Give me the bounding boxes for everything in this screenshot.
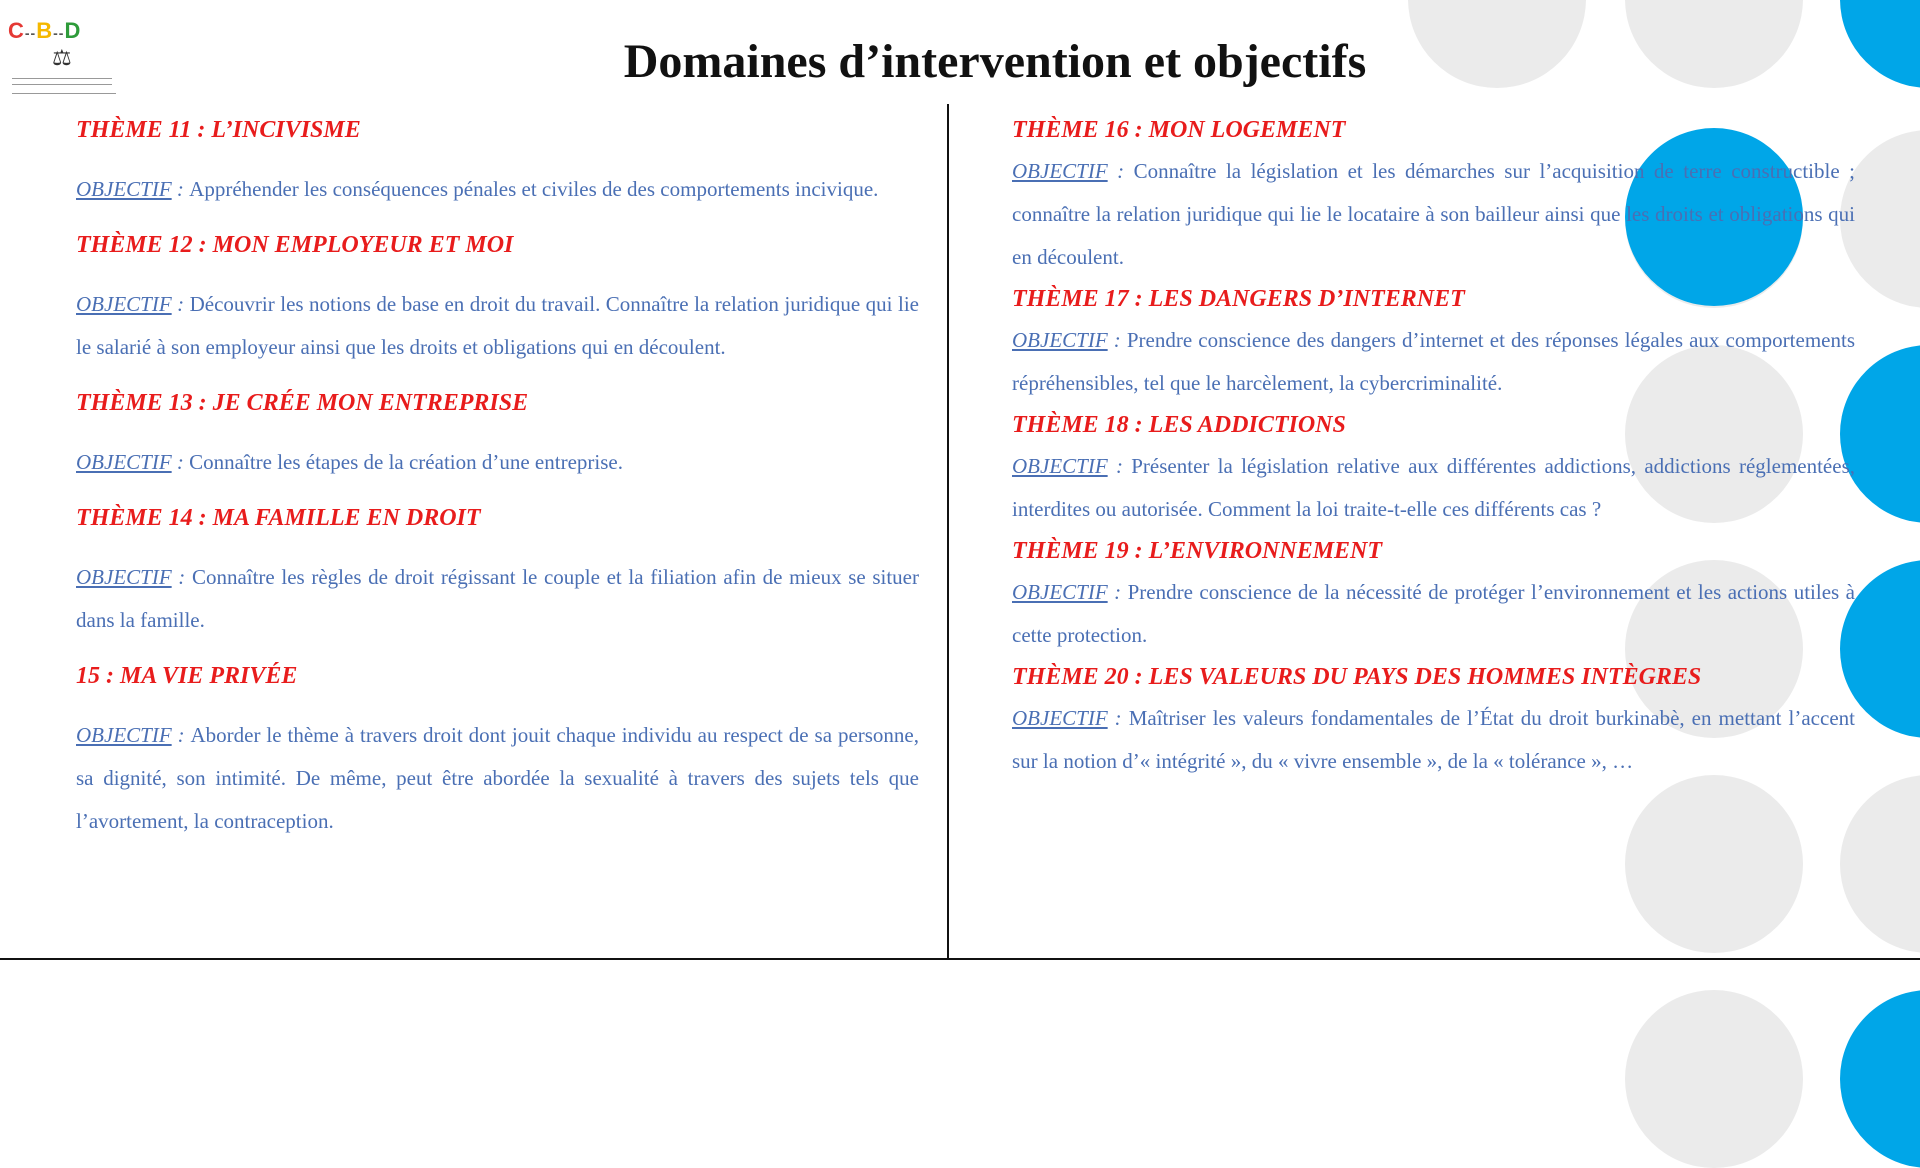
objective-body: Prendre conscience de la nécessité de protéger l’environnement et les actions utiles à cette protection. [1012,580,1855,647]
objective-text: OBJECTIF : Présenter la législation relative aux différentes addictions, addictions réglementées, interdites ou autorisée. Comment la loi traite-t-elle ces différents cas ? [1012,454,1855,521]
objective-body: Découvrir les notions de base en droit du travail. Connaître la relation juridique qui lie le salarié à son employeur ainsi que les droits et obligations qui en découlent. [76,292,919,359]
objective-text: OBJECTIF : Connaître la législation et les démarches sur l’acquisition de terre constructible ; connaître la relation juridique qui lie le locataire à son bailleur ainsi que les droits et obligations qui en découlent. [1012,159,1855,269]
theme-title: THÈME 16 : MON LOGEMENT [1012,117,1346,143]
right-column [1012,114,1855,787]
objective-label: OBJECTIF [76,723,172,747]
objective-text: OBJECTIF : Découvrir les notions de base en droit du travail. Connaître la relation juridique qui lie le salarié à son employeur ainsi que les droits et obligations qui en découlent. [76,292,919,359]
column-divider [947,104,949,960]
theme-title: THÈME 11 : L’INCIVISME [76,117,361,143]
objective-body: Connaître la législation et les démarches sur l’acquisition de terre constructible ; connaître la relation juridique qui lie le locataire à son bailleur ainsi que les droits et obligations qui en découlent. [1012,159,1855,269]
objective-body: Appréhender les conséquences pénales et civiles de des comportements incivique. [189,177,879,201]
objective-text: OBJECTIF : Connaître les règles de droit régissant le couple et la filiation afin de mieux se situer dans la famille. [76,565,919,632]
theme-title: 15 : MA VIE PRIVÉE [76,663,298,689]
objective-text: OBJECTIF : Appréhender les conséquences pénales et civiles de des comportements incivique. [76,177,879,201]
theme-title: THÈME 12 : MON EMPLOYEUR ET MOI [76,232,514,258]
logo-letter-d: D [64,18,82,43]
objective-text: OBJECTIF : Prendre conscience de la nécessité de protéger l’environnement et les actions utiles à cette protection. [1012,580,1855,647]
theme-title: THÈME 18 : LES ADDICTIONS [1012,412,1346,438]
objective-body: Aborder le thème à travers droit dont jouit chaque individu au respect de sa personne, sa dignité, son intimité. De même, peut être abordée la sexualité à travers des sujets tels que l’avortement, la contraception. [76,723,920,833]
theme-title: THÈME 19 : L’ENVIRONNEMENT [1012,538,1383,564]
objective-body: Prendre conscience des dangers d’internet et des réponses légales aux comportements répréhensibles, tel que le harcèlement, la cybercriminalité. [1012,328,1855,395]
page-title: Domaines d’intervention et objectifs [623,35,1367,88]
bottom-rule [0,958,1920,960]
scale-of-justice-icon: ⚖ [52,46,72,71]
objective-label: OBJECTIF [1012,159,1108,183]
theme-title: THÈME 17 : LES DANGERS D’INTERNET [1012,286,1465,312]
objective-label: OBJECTIF [1012,328,1108,352]
objective-label: OBJECTIF [1012,706,1108,730]
decorative-circle [1625,775,1803,953]
objective-label: OBJECTIF [1012,580,1108,604]
objective-label: OBJECTIF [76,292,172,316]
objective-text: OBJECTIF : Maîtriser les valeurs fondamentales de l’État du droit burkinabè, en mettant l’accent sur la notion d’« intégrité », du « vivre ensemble », de la « tolérance », … [1012,706,1855,773]
decorative-circle [1840,775,1920,953]
logo: C--B--D ⚖ [8,18,118,103]
objective-text: OBJECTIF : Aborder le thème à travers droit dont jouit chaque individu au respect de sa personne, sa dignité, son intimité. De même, peut être abordée la sexualité à travers des sujets tels que l’avortement, la contraception. [76,723,920,833]
theme-title: THÈME 20 : LES VALEURS DU PAYS DES HOMMES INTÈGRES [1012,664,1702,690]
logo-text-line [12,93,116,94]
logo-letter-b: B [36,18,54,43]
objective-label: OBJECTIF [76,565,172,589]
objective-body: Connaître les règles de droit régissant le couple et la filiation afin de mieux se situer dans la famille. [76,565,919,632]
decorative-circle [1625,990,1803,1168]
decorative-circle [1840,990,1920,1168]
objective-text: OBJECTIF : Prendre conscience des dangers d’internet et des réponses légales aux comportements répréhensibles, tel que le harcèlement, la cybercriminalité. [1012,328,1855,395]
objective-text: OBJECTIF : Connaître les étapes de la création d’une entreprise. [76,450,623,474]
objective-label: OBJECTIF [76,177,172,201]
objective-label: OBJECTIF [1012,454,1108,478]
objective-body: Maîtriser les valeurs fondamentales de l’État du droit burkinabè, en mettant l’accent sur la notion d’« intégrité », du « vivre ensemble », de la « tolérance », … [1012,706,1855,773]
objective-body: Présenter la législation relative aux différentes addictions, addictions réglementées, interdites ou autorisée. Comment la loi traite-t-elle ces différents cas ? [1012,454,1855,521]
left-column [76,114,919,861]
theme-title: THÈME 14 : MA FAMILLE EN DROIT [76,505,481,531]
objective-label: OBJECTIF [76,450,172,474]
theme-title: THÈME 13 : JE CRÉE MON ENTREPRISE [76,390,529,416]
objective-body: Connaître les étapes de la création d’une entreprise. [189,450,623,474]
logo-letter-c: C [8,18,25,43]
